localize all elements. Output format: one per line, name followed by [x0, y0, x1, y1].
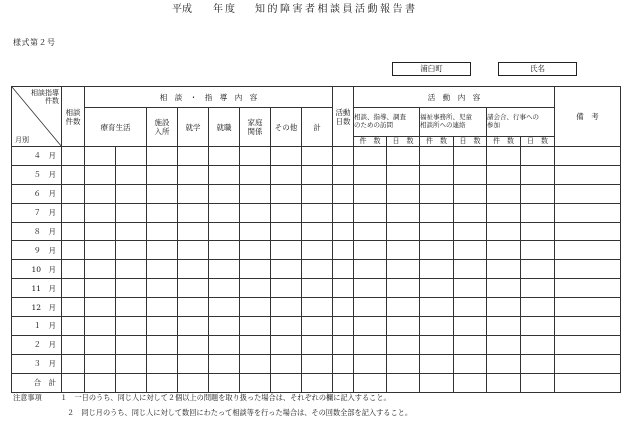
- entry-cell[interactable]: [209, 222, 240, 241]
- entry-cell[interactable]: [387, 184, 420, 203]
- entry-cell[interactable]: [62, 241, 85, 260]
- unit-days-1: 日 数: [387, 137, 420, 147]
- town-box: [392, 62, 471, 76]
- entry-cell[interactable]: [271, 373, 302, 392]
- entry-cell[interactable]: [178, 354, 209, 373]
- corner-header-cell: [12, 87, 62, 147]
- entry-cell[interactable]: [116, 165, 147, 184]
- entry-cell[interactable]: [240, 203, 271, 222]
- entry-cell[interactable]: [333, 222, 354, 241]
- entry-cell[interactable]: [487, 279, 521, 298]
- entry-cell[interactable]: [240, 260, 271, 279]
- entry-cell[interactable]: [302, 373, 333, 392]
- entry-cell[interactable]: [521, 260, 555, 279]
- entry-cell[interactable]: [387, 165, 420, 184]
- entry-cell[interactable]: [555, 260, 621, 279]
- entry-cell[interactable]: [209, 184, 240, 203]
- entry-cell[interactable]: [116, 373, 147, 392]
- entry-cell[interactable]: [85, 354, 116, 373]
- entry-cell[interactable]: [420, 260, 454, 279]
- entry-cell[interactable]: [271, 222, 302, 241]
- entry-cell[interactable]: [387, 335, 420, 354]
- entry-cell[interactable]: [178, 222, 209, 241]
- entry-cell[interactable]: [62, 222, 85, 241]
- entry-cell[interactable]: [62, 354, 85, 373]
- entry-cell[interactable]: [62, 184, 85, 203]
- activity-group-header: 活 動 内 容: [354, 87, 555, 108]
- entry-cell[interactable]: [209, 279, 240, 298]
- entry-cell[interactable]: [116, 184, 147, 203]
- note-item-2: ２ 同じ月のうち、同じ人に対して数回にわたって相談等を行った場合は、その回数全部を記入すること。: [67, 408, 413, 417]
- row-month-1-label: ４ 月: [12, 147, 62, 166]
- entry-cell[interactable]: [555, 241, 621, 260]
- entry-cell[interactable]: [240, 373, 271, 392]
- entry-cell[interactable]: [116, 354, 147, 373]
- entry-cell[interactable]: [521, 373, 555, 392]
- notes-line-1: [13, 393, 391, 403]
- table-body: [12, 147, 621, 393]
- entry-cell[interactable]: [85, 203, 116, 222]
- entry-cell[interactable]: [420, 203, 454, 222]
- entry-cell[interactable]: [85, 279, 116, 298]
- entry-cell[interactable]: [333, 260, 354, 279]
- entry-cell[interactable]: [178, 147, 209, 166]
- entry-cell[interactable]: [354, 184, 387, 203]
- entry-cell[interactable]: [209, 373, 240, 392]
- row-month-8-label: 11 月: [12, 279, 62, 298]
- entry-cell[interactable]: [147, 165, 178, 184]
- entry-cell[interactable]: [209, 317, 240, 336]
- entry-cell[interactable]: [271, 203, 302, 222]
- entry-cell[interactable]: [62, 298, 85, 317]
- entry-cell[interactable]: [147, 317, 178, 336]
- entry-cell[interactable]: [62, 203, 85, 222]
- entry-cell[interactable]: [555, 279, 621, 298]
- entry-cell[interactable]: [271, 147, 302, 166]
- entry-cell[interactable]: [209, 335, 240, 354]
- entry-cell[interactable]: [147, 203, 178, 222]
- entry-cell[interactable]: [302, 222, 333, 241]
- entry-cell[interactable]: [302, 165, 333, 184]
- entry-cell[interactable]: [271, 165, 302, 184]
- entry-cell[interactable]: [454, 373, 487, 392]
- entry-cell[interactable]: [85, 147, 116, 166]
- entry-cell[interactable]: [147, 354, 178, 373]
- entry-cell[interactable]: [454, 298, 487, 317]
- entry-cell[interactable]: [240, 354, 271, 373]
- entry-cell[interactable]: [387, 222, 420, 241]
- entry-cell[interactable]: [521, 354, 555, 373]
- entry-cell[interactable]: [240, 298, 271, 317]
- entry-cell[interactable]: [420, 317, 454, 336]
- entry-cell[interactable]: [521, 279, 555, 298]
- corner-bottom-label: 月別: [15, 135, 29, 144]
- entry-cell[interactable]: [387, 298, 420, 317]
- entry-cell[interactable]: [147, 298, 178, 317]
- entry-cell[interactable]: [454, 222, 487, 241]
- table-row: [12, 373, 621, 392]
- entry-cell[interactable]: [178, 317, 209, 336]
- entry-cell[interactable]: [454, 335, 487, 354]
- note-item-1: １ 一日のうち、同じ人に対して２個以上の問題を取り扱った場合は、それぞれの欄に記入すること。: [60, 393, 391, 402]
- entry-cell[interactable]: [85, 335, 116, 354]
- entry-cell[interactable]: [420, 298, 454, 317]
- entry-cell[interactable]: [116, 147, 147, 166]
- town-name: 浦臼町: [420, 64, 443, 73]
- entry-cell[interactable]: [209, 354, 240, 373]
- entry-cell[interactable]: [387, 317, 420, 336]
- entry-cell[interactable]: [555, 354, 621, 373]
- entry-cell[interactable]: [387, 260, 420, 279]
- entry-cell[interactable]: [240, 241, 271, 260]
- entry-cell[interactable]: [271, 298, 302, 317]
- entry-cell[interactable]: [387, 279, 420, 298]
- entry-cell[interactable]: [333, 147, 354, 166]
- entry-cell[interactable]: [271, 279, 302, 298]
- activity-item-visit: 相談、指導、調査 のための訪問: [354, 108, 420, 137]
- entry-cell[interactable]: [178, 279, 209, 298]
- activity-report-table: [11, 86, 621, 393]
- entry-cell[interactable]: [302, 260, 333, 279]
- entry-cell[interactable]: [302, 317, 333, 336]
- entry-cell[interactable]: [85, 298, 116, 317]
- entry-cell[interactable]: [454, 147, 487, 166]
- entry-cell[interactable]: [420, 335, 454, 354]
- entry-cell[interactable]: [147, 222, 178, 241]
- table-row: [12, 222, 621, 241]
- entry-cell[interactable]: [85, 222, 116, 241]
- entry-cell[interactable]: [147, 241, 178, 260]
- entry-cell[interactable]: [521, 147, 555, 166]
- entry-cell[interactable]: [85, 165, 116, 184]
- entry-cell[interactable]: [454, 203, 487, 222]
- entry-cell[interactable]: [354, 165, 387, 184]
- entry-cell[interactable]: [333, 354, 354, 373]
- table-row: [12, 354, 621, 373]
- entry-cell[interactable]: [555, 222, 621, 241]
- row-month-11-label: ２ 月: [12, 335, 62, 354]
- entry-cell[interactable]: [387, 241, 420, 260]
- entry-cell[interactable]: [209, 260, 240, 279]
- table-row: [12, 165, 621, 184]
- entry-cell[interactable]: [271, 184, 302, 203]
- entry-cell[interactable]: [487, 298, 521, 317]
- entry-cell[interactable]: [487, 354, 521, 373]
- entry-cell[interactable]: [454, 260, 487, 279]
- unit-count-3: 件 数: [487, 137, 521, 147]
- entry-cell[interactable]: [420, 241, 454, 260]
- table-row: [12, 279, 621, 298]
- consult-item-shushoku: 就職: [209, 108, 240, 147]
- entry-cell[interactable]: [116, 222, 147, 241]
- entry-cell[interactable]: [454, 165, 487, 184]
- entry-cell[interactable]: [420, 354, 454, 373]
- entry-cell[interactable]: [555, 335, 621, 354]
- entry-cell[interactable]: [85, 317, 116, 336]
- entry-cell[interactable]: [271, 241, 302, 260]
- entry-cell[interactable]: [487, 165, 521, 184]
- table-row: [12, 241, 621, 260]
- entry-cell[interactable]: [240, 165, 271, 184]
- entry-cell[interactable]: [420, 147, 454, 166]
- entry-cell[interactable]: [62, 335, 85, 354]
- entry-cell[interactable]: [454, 354, 487, 373]
- title-main: 知的障害者相談員活動報告書: [255, 4, 418, 15]
- entry-cell[interactable]: [454, 317, 487, 336]
- entry-cell[interactable]: [116, 298, 147, 317]
- row-month-2-label: ５ 月: [12, 165, 62, 184]
- entry-cell[interactable]: [178, 165, 209, 184]
- entry-cell[interactable]: [555, 298, 621, 317]
- entry-cell[interactable]: [116, 241, 147, 260]
- entry-cell[interactable]: [555, 373, 621, 392]
- entry-cell[interactable]: [354, 222, 387, 241]
- row-month-5-label: ８ 月: [12, 222, 62, 241]
- entry-cell[interactable]: [487, 241, 521, 260]
- entry-cell[interactable]: [302, 184, 333, 203]
- entry-cell[interactable]: [487, 373, 521, 392]
- activity-days-header: 活動 日数: [333, 87, 354, 147]
- entry-cell[interactable]: [178, 298, 209, 317]
- title-era: 平成: [172, 4, 192, 15]
- entry-cell[interactable]: [354, 373, 387, 392]
- entry-cell[interactable]: [271, 335, 302, 354]
- notes-line-2: [67, 408, 412, 418]
- entry-cell[interactable]: [521, 317, 555, 336]
- table-row: [12, 317, 621, 336]
- title-year-suffix: 年度: [213, 4, 237, 15]
- entry-cell[interactable]: [354, 298, 387, 317]
- entry-cell[interactable]: [240, 317, 271, 336]
- entry-cell[interactable]: [147, 147, 178, 166]
- consult-item-shugaku: 就学: [178, 108, 209, 147]
- table-row: [12, 203, 621, 222]
- row-total-label: 合 計: [12, 373, 62, 392]
- consult-item-katei: 家庭 関係: [240, 108, 271, 147]
- entry-cell[interactable]: [333, 298, 354, 317]
- entry-cell[interactable]: [178, 335, 209, 354]
- entry-cell[interactable]: [271, 354, 302, 373]
- entry-cell[interactable]: [521, 335, 555, 354]
- entry-cell[interactable]: [555, 147, 621, 166]
- entry-cell[interactable]: [147, 184, 178, 203]
- entry-cell[interactable]: [333, 203, 354, 222]
- entry-cell[interactable]: [178, 241, 209, 260]
- entry-cell[interactable]: [454, 184, 487, 203]
- consult-group-header: 相 談 ・ 指 導 内 容: [85, 87, 333, 108]
- row-month-3-label: ６ 月: [12, 184, 62, 203]
- entry-cell[interactable]: [487, 147, 521, 166]
- table-row: [12, 147, 621, 166]
- entry-cell[interactable]: [333, 165, 354, 184]
- entry-cell[interactable]: [487, 260, 521, 279]
- entry-cell[interactable]: [62, 147, 85, 166]
- entry-cell[interactable]: [487, 317, 521, 336]
- entry-cell[interactable]: [555, 165, 621, 184]
- consult-count-header: 相談 件数: [62, 87, 85, 147]
- entry-cell[interactable]: [178, 260, 209, 279]
- entry-cell[interactable]: [521, 165, 555, 184]
- entry-cell[interactable]: [354, 354, 387, 373]
- entry-cell[interactable]: [333, 317, 354, 336]
- unit-count-1: 件 数: [354, 137, 387, 147]
- entry-cell[interactable]: [302, 335, 333, 354]
- entry-cell[interactable]: [387, 147, 420, 166]
- table-row: [12, 335, 621, 354]
- name-box[interactable]: [498, 62, 577, 76]
- entry-cell[interactable]: [333, 241, 354, 260]
- unit-days-2: 日 数: [454, 137, 487, 147]
- entry-cell[interactable]: [62, 317, 85, 336]
- activity-item-contact: 福祉事務所、児童 相談所への連絡: [420, 108, 487, 137]
- entry-cell[interactable]: [487, 335, 521, 354]
- entry-cell[interactable]: [147, 260, 178, 279]
- entry-cell[interactable]: [271, 317, 302, 336]
- consult-item-ryoiku: 療育生活: [85, 108, 147, 147]
- entry-cell[interactable]: [116, 335, 147, 354]
- table-row: [12, 260, 621, 279]
- activity-item-meeting: 諸会合、行事への 参加: [487, 108, 555, 137]
- entry-cell[interactable]: [302, 354, 333, 373]
- entry-cell[interactable]: [85, 260, 116, 279]
- entry-cell[interactable]: [85, 373, 116, 392]
- remarks-header: 備 考: [555, 87, 621, 147]
- entry-cell[interactable]: [240, 147, 271, 166]
- entry-cell[interactable]: [209, 241, 240, 260]
- entry-cell[interactable]: [209, 165, 240, 184]
- entry-cell[interactable]: [555, 203, 621, 222]
- entry-cell[interactable]: [333, 335, 354, 354]
- entry-cell[interactable]: [487, 222, 521, 241]
- entry-cell[interactable]: [178, 203, 209, 222]
- entry-cell[interactable]: [147, 373, 178, 392]
- entry-cell[interactable]: [62, 260, 85, 279]
- entry-cell[interactable]: [521, 222, 555, 241]
- entry-cell[interactable]: [521, 184, 555, 203]
- entry-cell[interactable]: [240, 279, 271, 298]
- corner-top-label: 相談指導 件数: [31, 89, 59, 106]
- row-month-6-label: ９ 月: [12, 241, 62, 260]
- consult-item-sonota: その他: [271, 108, 302, 147]
- entry-cell[interactable]: [116, 279, 147, 298]
- unit-count-2: 件 数: [420, 137, 454, 147]
- entry-cell[interactable]: [354, 335, 387, 354]
- entry-cell[interactable]: [354, 279, 387, 298]
- entry-cell[interactable]: [420, 222, 454, 241]
- entry-cell[interactable]: [354, 241, 387, 260]
- consult-item-total: 計: [302, 108, 333, 147]
- entry-cell[interactable]: [240, 222, 271, 241]
- notes-label: 注意事項: [13, 393, 42, 402]
- entry-cell[interactable]: [240, 184, 271, 203]
- entry-cell[interactable]: [333, 184, 354, 203]
- entry-cell[interactable]: [178, 184, 209, 203]
- entry-cell[interactable]: [178, 373, 209, 392]
- unit-days-3: 日 数: [521, 137, 555, 147]
- entry-cell[interactable]: [387, 354, 420, 373]
- row-month-7-label: 10 月: [12, 260, 62, 279]
- table-row: [12, 184, 621, 203]
- entry-cell[interactable]: [302, 203, 333, 222]
- entry-cell[interactable]: [521, 203, 555, 222]
- entry-cell[interactable]: [555, 317, 621, 336]
- entry-cell[interactable]: [302, 279, 333, 298]
- entry-cell[interactable]: [302, 147, 333, 166]
- table-row: [12, 298, 621, 317]
- entry-cell[interactable]: [420, 184, 454, 203]
- entry-cell[interactable]: [240, 335, 271, 354]
- entry-cell[interactable]: [487, 184, 521, 203]
- entry-cell[interactable]: [302, 241, 333, 260]
- entry-cell[interactable]: [487, 203, 521, 222]
- entry-cell[interactable]: [209, 298, 240, 317]
- form-number: 様式第２号: [13, 38, 56, 47]
- entry-cell[interactable]: [302, 298, 333, 317]
- row-month-12-label: ３ 月: [12, 354, 62, 373]
- entry-cell[interactable]: [209, 203, 240, 222]
- entry-cell[interactable]: [147, 279, 178, 298]
- entry-cell[interactable]: [354, 317, 387, 336]
- entry-cell[interactable]: [354, 203, 387, 222]
- row-month-4-label: ７ 月: [12, 203, 62, 222]
- entry-cell[interactable]: [209, 147, 240, 166]
- entry-cell[interactable]: [354, 147, 387, 166]
- consult-item-shisetsu: 施設 入所: [147, 108, 178, 147]
- entry-cell[interactable]: [387, 203, 420, 222]
- entry-cell[interactable]: [333, 279, 354, 298]
- entry-cell[interactable]: [62, 165, 85, 184]
- row-month-10-label: １ 月: [12, 317, 62, 336]
- entry-cell[interactable]: [62, 279, 85, 298]
- entry-cell[interactable]: [454, 241, 487, 260]
- entry-cell[interactable]: [116, 317, 147, 336]
- entry-cell[interactable]: [85, 184, 116, 203]
- entry-cell[interactable]: [85, 241, 116, 260]
- entry-cell[interactable]: [521, 298, 555, 317]
- entry-cell[interactable]: [333, 373, 354, 392]
- entry-cell[interactable]: [420, 165, 454, 184]
- row-month-9-label: 12 月: [12, 298, 62, 317]
- entry-cell[interactable]: [147, 335, 178, 354]
- entry-cell[interactable]: [116, 260, 147, 279]
- entry-cell[interactable]: [420, 373, 454, 392]
- entry-cell[interactable]: [354, 260, 387, 279]
- name-label: 氏名: [530, 64, 545, 73]
- entry-cell[interactable]: [420, 279, 454, 298]
- entry-cell[interactable]: [62, 373, 85, 392]
- entry-cell[interactable]: [116, 203, 147, 222]
- entry-cell[interactable]: [271, 260, 302, 279]
- entry-cell[interactable]: [454, 279, 487, 298]
- entry-cell[interactable]: [387, 373, 420, 392]
- entry-cell[interactable]: [521, 241, 555, 260]
- entry-cell[interactable]: [555, 184, 621, 203]
